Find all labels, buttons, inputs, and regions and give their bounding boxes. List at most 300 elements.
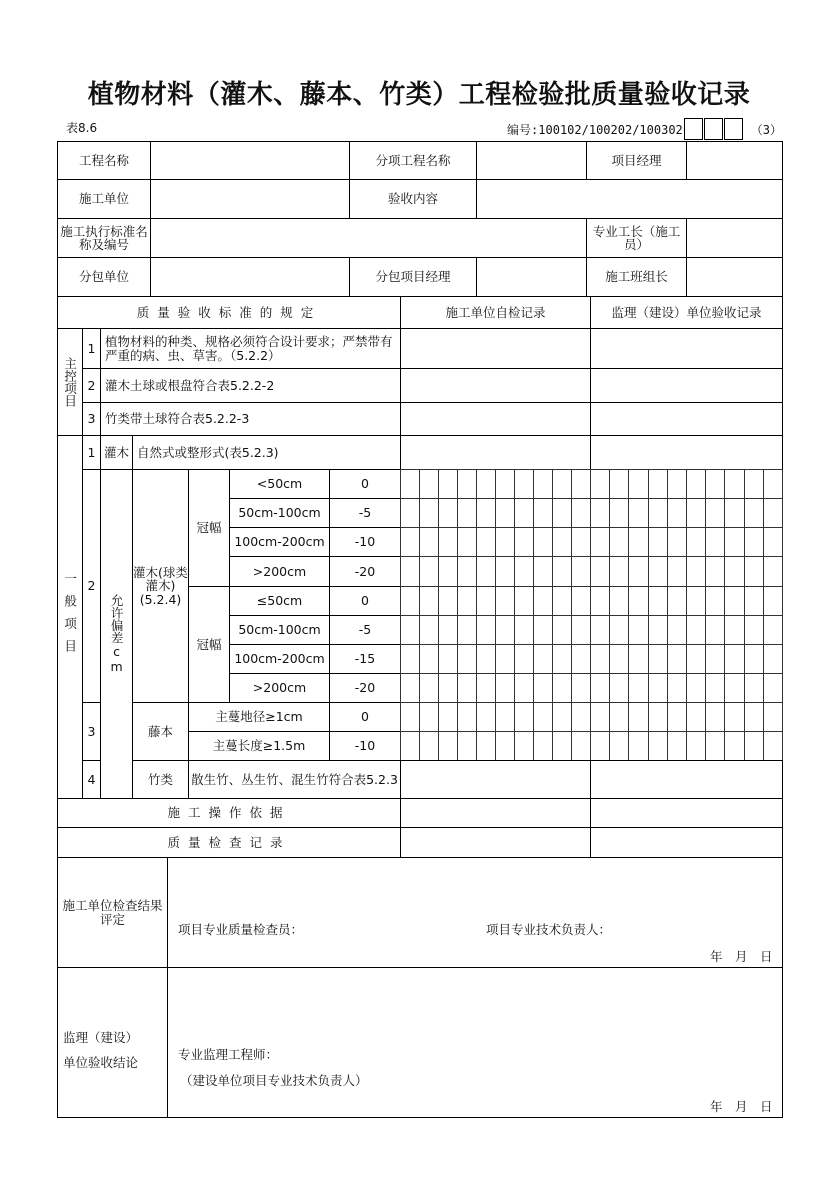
- supervision-measurement-cell[interactable]: [763, 673, 783, 703]
- tolerance-value: [329, 469, 401, 499]
- supervision-measurement-cell[interactable]: [667, 644, 687, 674]
- supervision-measurement-cell[interactable]: [763, 586, 783, 616]
- main-item-text-text: 竹类带土球符合表5.2.2-3: [105, 411, 250, 427]
- supervision-measurement-cell[interactable]: [763, 644, 783, 674]
- acceptance-content-field[interactable]: [476, 179, 783, 219]
- measurement-cell[interactable]: [571, 731, 591, 761]
- contractor-eval-label: [57, 857, 168, 968]
- supervision-measurement-cell[interactable]: [744, 556, 764, 587]
- form-code: [507, 118, 782, 140]
- measurement-cell[interactable]: [457, 556, 477, 587]
- measurement-cell[interactable]: [514, 586, 534, 616]
- measurement-cell[interactable]: [533, 702, 553, 732]
- supervision-measurement-cell[interactable]: [648, 498, 668, 528]
- measurement-cell[interactable]: [571, 469, 591, 499]
- supervision-measurement-cell[interactable]: [724, 469, 744, 499]
- measurement-cell[interactable]: [438, 527, 458, 557]
- supervision-measurement-cell[interactable]: [628, 702, 648, 732]
- measurement-cell[interactable]: [514, 615, 534, 645]
- measurement-cell[interactable]: [514, 469, 534, 499]
- supervision-measurement-cell[interactable]: [686, 498, 706, 528]
- supervision-measurement-cell[interactable]: [628, 615, 648, 645]
- measurement-cell[interactable]: [552, 731, 572, 761]
- measurement-cell[interactable]: [476, 556, 496, 587]
- measurement-cell[interactable]: [400, 731, 420, 761]
- size-range-text: >200cm: [252, 563, 307, 579]
- general-item-category-text: 灌木: [103, 444, 129, 460]
- measurement-cell[interactable]: [552, 586, 572, 616]
- measurement-cell[interactable]: [400, 469, 420, 499]
- measurement-cell[interactable]: [438, 586, 458, 616]
- supervision-measurement-cell[interactable]: [705, 644, 725, 674]
- supervision-measurement-cell[interactable]: [686, 615, 706, 645]
- construction-unit-field[interactable]: [150, 179, 350, 219]
- sub-project-name-field[interactable]: [476, 141, 587, 180]
- measurement-cell[interactable]: [552, 498, 572, 528]
- supervision-measurement-cell[interactable]: [686, 527, 706, 557]
- tolerance-value-text: -5: [358, 505, 372, 521]
- supervision-measurement-cell[interactable]: [648, 673, 668, 703]
- supervision-measurement-cell[interactable]: [724, 615, 744, 645]
- supervision-measurement-cell[interactable]: [609, 556, 629, 587]
- tolerance-value-text: -5: [358, 622, 372, 638]
- label-project-name: [57, 141, 151, 180]
- main-item-supervision[interactable]: [590, 402, 783, 436]
- code-box[interactable]: [724, 118, 743, 140]
- supervision-measurement-cell[interactable]: [724, 673, 744, 703]
- measurement-cell[interactable]: [457, 702, 477, 732]
- measurement-cell[interactable]: [533, 586, 553, 616]
- main-item-text-text: 灌木土球或根盘符合表5.2.2-2: [105, 377, 275, 393]
- supervision-measurement-cell[interactable]: [724, 731, 744, 761]
- general-item-supervision[interactable]: [590, 435, 783, 470]
- standard-field[interactable]: [150, 218, 587, 258]
- measurement-cell[interactable]: [571, 702, 591, 732]
- supervision-measurement-cell[interactable]: [686, 469, 706, 499]
- supervision-measurement-cell[interactable]: [705, 731, 725, 761]
- measurement-cell[interactable]: [419, 644, 439, 674]
- label-sub-project-name-text: 分项工程名称: [375, 152, 451, 168]
- measurement-cell[interactable]: [457, 469, 477, 499]
- tolerance-value: [329, 498, 401, 528]
- measurement-cell[interactable]: [476, 673, 496, 703]
- supervision-measurement-cell[interactable]: [590, 556, 610, 587]
- tolerance-value-text: 0: [361, 476, 369, 492]
- measurement-cell[interactable]: [571, 615, 591, 645]
- measurement-cell[interactable]: [476, 615, 496, 645]
- measurement-cell[interactable]: [533, 498, 553, 528]
- measurement-cell[interactable]: [514, 498, 534, 528]
- supervision-measurement-cell[interactable]: [763, 469, 783, 499]
- supervision-measurement-cell[interactable]: [628, 556, 648, 587]
- supervision-measurement-cell[interactable]: [628, 731, 648, 761]
- measurement-cell[interactable]: [495, 644, 515, 674]
- measurement-cell[interactable]: [457, 527, 477, 557]
- supervision-measurement-cell[interactable]: [590, 673, 610, 703]
- measurement-cell[interactable]: [571, 644, 591, 674]
- supervision-measurement-cell[interactable]: [744, 644, 764, 674]
- measurement-cell[interactable]: [419, 469, 439, 499]
- main-item-supervision[interactable]: [590, 368, 783, 403]
- supervision-measurement-cell[interactable]: [724, 527, 744, 557]
- main-item-supervision[interactable]: [590, 328, 783, 369]
- size-range: [229, 615, 330, 645]
- supervision-measurement-cell[interactable]: [667, 556, 687, 587]
- tech-lead-signature-label: 项目专业技术负责人：: [486, 922, 612, 937]
- supervision-measurement-cell[interactable]: [628, 469, 648, 499]
- supervision-measurement-cell[interactable]: [724, 702, 744, 732]
- supervision-measurement-cell[interactable]: [648, 644, 668, 674]
- supervision-measurement-cell[interactable]: [744, 731, 764, 761]
- supervision-measurement-cell[interactable]: [609, 615, 629, 645]
- supervision-measurement-cell[interactable]: [705, 469, 725, 499]
- column-spec-text: 质量验收标准的规定: [136, 304, 322, 320]
- tolerance-value-text: 0: [361, 709, 369, 725]
- supervisor-label-line1: 监理（建设）: [63, 1030, 139, 1045]
- main-item-no-text: 2: [87, 377, 96, 393]
- measurement-cell[interactable]: [571, 673, 591, 703]
- measurement-cell[interactable]: [495, 556, 515, 587]
- measurement-cell[interactable]: [552, 702, 572, 732]
- quality-record-supervision[interactable]: [590, 827, 783, 858]
- measurement-cell[interactable]: [419, 673, 439, 703]
- general-item-category-text: 竹类: [147, 771, 173, 787]
- supervision-measurement-cell[interactable]: [667, 731, 687, 761]
- main-item-text: [100, 368, 401, 403]
- supervision-measurement-cell[interactable]: [705, 702, 725, 732]
- supervision-measurement-cell[interactable]: [744, 615, 764, 645]
- supervision-measurement-cell[interactable]: [667, 586, 687, 616]
- measurement-cell[interactable]: [438, 644, 458, 674]
- supervision-measurement-cell[interactable]: [744, 586, 764, 616]
- measurement-cell[interactable]: [552, 644, 572, 674]
- supervision-measurement-cell[interactable]: [705, 498, 725, 528]
- supervision-measurement-cell[interactable]: [628, 586, 648, 616]
- supervisor-conclusion-area[interactable]: [167, 967, 783, 1118]
- supervision-measurement-cell[interactable]: [724, 644, 744, 674]
- measurement-cell[interactable]: [514, 702, 534, 732]
- supervision-measurement-cell[interactable]: [648, 469, 668, 499]
- measurement-cell[interactable]: [571, 527, 591, 557]
- measurement-cell[interactable]: [495, 498, 515, 528]
- measurement-cell[interactable]: [457, 498, 477, 528]
- label-foreman: [586, 218, 687, 258]
- supervision-measurement-cell[interactable]: [590, 731, 610, 761]
- supervision-measurement-cell[interactable]: [705, 673, 725, 703]
- measurement-cell[interactable]: [495, 615, 515, 645]
- supervision-measurement-cell[interactable]: [628, 498, 648, 528]
- supervision-measurement-cell[interactable]: [628, 527, 648, 557]
- measurement-cell[interactable]: [514, 556, 534, 587]
- label-sub-manager-text: 分包项目经理: [375, 269, 451, 285]
- measurement-cell[interactable]: [438, 615, 458, 645]
- measurement-cell[interactable]: [419, 702, 439, 732]
- general-item-no-text: 4: [87, 771, 96, 787]
- supervision-measurement-cell[interactable]: [667, 527, 687, 557]
- measurement-cell[interactable]: [495, 731, 515, 761]
- supervision-measurement-cell[interactable]: [648, 556, 668, 587]
- measurement-cell[interactable]: [495, 469, 515, 499]
- supervision-measurement-cell[interactable]: [609, 498, 629, 528]
- label-acceptance-content: [349, 179, 477, 219]
- basis-supervision[interactable]: [590, 798, 783, 828]
- measurement-cell[interactable]: [533, 673, 553, 703]
- supervision-measurement-cell[interactable]: [609, 731, 629, 761]
- supervision-measurement-cell[interactable]: [628, 644, 648, 674]
- supervision-measurement-cell[interactable]: [667, 673, 687, 703]
- measurement-cell[interactable]: [419, 527, 439, 557]
- supervision-measurement-cell[interactable]: [686, 731, 706, 761]
- measurement-cell[interactable]: [476, 731, 496, 761]
- supervision-measurement-cell[interactable]: [705, 527, 725, 557]
- measurement-cell[interactable]: [533, 527, 553, 557]
- measurement-cell[interactable]: [419, 556, 439, 587]
- measurement-cell[interactable]: [400, 702, 420, 732]
- measurement-cell[interactable]: [400, 673, 420, 703]
- measurement-cell[interactable]: [400, 498, 420, 528]
- supervision-measurement-cell[interactable]: [705, 556, 725, 587]
- size-range: [229, 586, 330, 616]
- measurement-cell[interactable]: [438, 498, 458, 528]
- measurement-cell[interactable]: [476, 469, 496, 499]
- supervision-measurement-cell[interactable]: [609, 586, 629, 616]
- measurement-cell[interactable]: [514, 644, 534, 674]
- supervision-measurement-cell[interactable]: [763, 527, 783, 557]
- main-item-no: [82, 328, 101, 369]
- measurement-cell[interactable]: [457, 644, 477, 674]
- measurement-cell[interactable]: [476, 527, 496, 557]
- tolerance-value-text: -10: [354, 738, 376, 754]
- supervision-measurement-cell[interactable]: [667, 469, 687, 499]
- measurement-cell[interactable]: [419, 586, 439, 616]
- supervision-measurement-cell[interactable]: [667, 615, 687, 645]
- supervisor-conclusion-date: 年 月 日: [710, 1099, 773, 1114]
- main-item-self-check[interactable]: [400, 402, 591, 436]
- foreman-field[interactable]: [686, 218, 783, 258]
- general-item-text: [132, 435, 401, 470]
- measurement-cell[interactable]: [476, 586, 496, 616]
- measurement-cell[interactable]: [533, 731, 553, 761]
- measurement-cell[interactable]: [476, 644, 496, 674]
- supervision-measurement-cell[interactable]: [648, 527, 668, 557]
- supervision-measurement-cell[interactable]: [763, 556, 783, 587]
- measurement-cell[interactable]: [552, 527, 572, 557]
- tolerance-value: [329, 644, 401, 674]
- supervision-measurement-cell[interactable]: [667, 498, 687, 528]
- measurement-cell[interactable]: [400, 527, 420, 557]
- supervision-measurement-cell[interactable]: [686, 702, 706, 732]
- supervision-measurement-cell[interactable]: [686, 644, 706, 674]
- supervision-measurement-cell[interactable]: [590, 469, 610, 499]
- project-name-field[interactable]: [150, 141, 350, 180]
- general-item-text-text: 自然式或整形式(表5.2.3): [137, 444, 279, 460]
- measurement-cell[interactable]: [400, 615, 420, 645]
- tolerance-value: [329, 615, 401, 645]
- column-spec: [57, 296, 401, 329]
- measurement-cell[interactable]: [552, 673, 572, 703]
- measurement-cell[interactable]: [514, 673, 534, 703]
- measurement-cell[interactable]: [438, 731, 458, 761]
- supervision-measurement-cell[interactable]: [648, 615, 668, 645]
- measurement-cell[interactable]: [476, 702, 496, 732]
- measurement-cell[interactable]: [419, 615, 439, 645]
- tolerance-value: [329, 731, 401, 761]
- measurement-cell[interactable]: [457, 731, 477, 761]
- supervision-measurement-cell[interactable]: [744, 527, 764, 557]
- supervision-measurement-cell[interactable]: [686, 673, 706, 703]
- subcontractor-field[interactable]: [150, 257, 350, 297]
- supervision-measurement-cell[interactable]: [763, 615, 783, 645]
- measurement-cell[interactable]: [495, 586, 515, 616]
- supervision-measurement-cell[interactable]: [705, 615, 725, 645]
- quality-record-self-check[interactable]: [400, 827, 591, 858]
- general-item-self-check[interactable]: [400, 760, 591, 799]
- supervision-measurement-cell[interactable]: [609, 644, 629, 674]
- supervision-measurement-cell[interactable]: [648, 586, 668, 616]
- supervision-measurement-cell[interactable]: [609, 527, 629, 557]
- measurement-cell[interactable]: [438, 673, 458, 703]
- measurement-cell[interactable]: [419, 498, 439, 528]
- supervision-measurement-cell[interactable]: [724, 498, 744, 528]
- supervision-measurement-cell[interactable]: [667, 702, 687, 732]
- general-item-no: [82, 760, 101, 799]
- measurement-cell[interactable]: [476, 498, 496, 528]
- label-sub-manager: [349, 257, 477, 297]
- supervision-measurement-cell[interactable]: [686, 556, 706, 587]
- general-item-self-check[interactable]: [400, 435, 591, 470]
- supervision-measurement-cell[interactable]: [763, 498, 783, 528]
- owner-signature-label: （建设单位项目专业技术负责人）: [180, 1073, 368, 1088]
- supervision-measurement-cell[interactable]: [648, 731, 668, 761]
- main-item-text-text: 植物材料的种类、规格必须符合设计要求；严禁带有严重的病、虫、草害。（5.2.2）: [105, 334, 393, 363]
- size-range-text: 100cm-200cm: [234, 651, 325, 667]
- measurement-cell[interactable]: [419, 731, 439, 761]
- general-item-category-text: 藤本: [147, 723, 173, 739]
- measurement-cell[interactable]: [533, 615, 553, 645]
- supervision-measurement-cell[interactable]: [609, 469, 629, 499]
- supervision-measurement-cell[interactable]: [705, 586, 725, 616]
- measurement-cell[interactable]: [400, 644, 420, 674]
- supervision-measurement-cell[interactable]: [763, 702, 783, 732]
- measurement-cell[interactable]: [552, 615, 572, 645]
- main-item-self-check[interactable]: [400, 368, 591, 403]
- tolerance-label: [100, 469, 133, 799]
- tolerance-value-text: -10: [354, 534, 376, 550]
- code-box[interactable]: [684, 118, 703, 140]
- code-box[interactable]: [704, 118, 723, 140]
- general-item-supervision[interactable]: [590, 760, 783, 799]
- supervision-measurement-cell[interactable]: [724, 586, 744, 616]
- supervision-measurement-cell[interactable]: [628, 673, 648, 703]
- tolerance-value-text: 0: [361, 593, 369, 609]
- vine-spec-text: 主蔓地径≥1cm: [215, 709, 303, 725]
- main-item-no-text: 3: [87, 411, 96, 427]
- size-range: [229, 498, 330, 528]
- supervision-measurement-cell[interactable]: [686, 586, 706, 616]
- measurement-cell[interactable]: [514, 527, 534, 557]
- basis-self-check[interactable]: [400, 798, 591, 828]
- table-number: 表8.6: [66, 121, 98, 135]
- main-item-self-check[interactable]: [400, 328, 591, 369]
- measurement-cell[interactable]: [571, 586, 591, 616]
- measurement-cell[interactable]: [552, 556, 572, 587]
- size-range-text: <50cm: [256, 476, 303, 492]
- sub-manager-field[interactable]: [476, 257, 587, 297]
- measurement-cell[interactable]: [457, 673, 477, 703]
- measurement-cell[interactable]: [495, 702, 515, 732]
- supervision-measurement-cell[interactable]: [763, 731, 783, 761]
- team-leader-field[interactable]: [686, 257, 783, 297]
- supervisor-label-line2: 单位验收结论: [63, 1055, 139, 1070]
- size-range-text: ≤50cm: [256, 593, 303, 609]
- general-item-no-text: 2: [87, 578, 96, 594]
- tolerance-value: [329, 556, 401, 587]
- supervision-measurement-cell[interactable]: [744, 469, 764, 499]
- project-manager-field[interactable]: [686, 141, 783, 180]
- measurement-cell[interactable]: [457, 586, 477, 616]
- crown-width-label-text: 冠幅: [196, 636, 222, 652]
- measurement-cell[interactable]: [552, 469, 572, 499]
- size-range-text: 100cm-200cm: [234, 534, 325, 550]
- supervision-measurement-cell[interactable]: [590, 527, 610, 557]
- supervision-measurement-cell[interactable]: [648, 702, 668, 732]
- label-team-leader-text: 施工班组长: [605, 269, 668, 285]
- size-range: [229, 527, 330, 557]
- measurement-cell[interactable]: [400, 556, 420, 587]
- measurement-cell[interactable]: [438, 469, 458, 499]
- measurement-cell[interactable]: [457, 615, 477, 645]
- size-range-text: 50cm-100cm: [238, 505, 321, 521]
- supervision-measurement-cell[interactable]: [744, 702, 764, 732]
- measurement-cell[interactable]: [533, 469, 553, 499]
- general-items-label-text: 一般项目: [62, 572, 78, 662]
- supervision-measurement-cell[interactable]: [590, 615, 610, 645]
- measurement-cell[interactable]: [514, 731, 534, 761]
- column-supervision-text: 监理（建设）单位验收记录: [611, 304, 762, 320]
- supervision-measurement-cell[interactable]: [609, 673, 629, 703]
- tolerance-value: [329, 586, 401, 616]
- measurement-cell[interactable]: [400, 586, 420, 616]
- measurement-cell[interactable]: [495, 527, 515, 557]
- supervision-measurement-cell[interactable]: [590, 498, 610, 528]
- main-item-text: [100, 402, 401, 436]
- measurement-cell[interactable]: [571, 498, 591, 528]
- measurement-cell[interactable]: [438, 702, 458, 732]
- general-item-category: [132, 760, 189, 799]
- contractor-eval-area[interactable]: [167, 857, 783, 968]
- supervision-measurement-cell[interactable]: [744, 498, 764, 528]
- column-self-check-text: 施工单位自检记录: [445, 304, 546, 320]
- supervision-measurement-cell[interactable]: [590, 644, 610, 674]
- label-construction-unit-text: 施工单位: [78, 191, 129, 207]
- label-subcontractor: [57, 257, 151, 297]
- supervision-measurement-cell[interactable]: [590, 586, 610, 616]
- general-item-category: [100, 435, 133, 470]
- main-items-label-text: 主控项目: [62, 357, 78, 407]
- measurement-cell[interactable]: [533, 644, 553, 674]
- general-item-no: [82, 702, 101, 761]
- main-item-text: [100, 328, 401, 369]
- measurement-cell[interactable]: [533, 556, 553, 587]
- measurement-cell[interactable]: [495, 673, 515, 703]
- supervision-measurement-cell[interactable]: [724, 556, 744, 587]
- supervision-measurement-cell[interactable]: [744, 673, 764, 703]
- measurement-cell[interactable]: [438, 556, 458, 587]
- measurement-cell[interactable]: [571, 556, 591, 587]
- size-range: [229, 673, 330, 703]
- supervision-measurement-cell[interactable]: [590, 702, 610, 732]
- supervision-measurement-cell[interactable]: [609, 702, 629, 732]
